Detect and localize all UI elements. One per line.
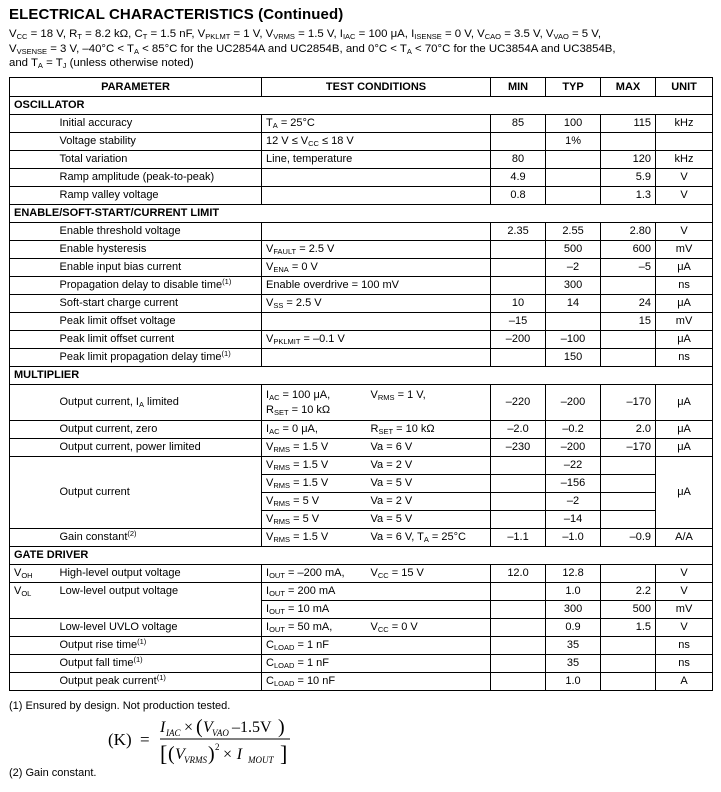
footnote-1: (1) Ensured by design. Not production tested. <box>9 700 231 712</box>
table-row: Propagation delay to disable time$^{(1)}$ Enable overdrive = 100 mV 300 ns <box>10 277 713 295</box>
table-row: Peak limit offset voltage –15 15 mV <box>10 313 713 331</box>
formula-imout-sub: MOUT <box>248 755 274 765</box>
formula-bracket-open: [ <box>160 741 168 766</box>
conditions-line-1: $V_{CC} = 18$ V, $R_T = 8.2$ kΩ, $C_T = 1.5$ nF, $V_{PKLMT} = 1$ V, $V_{VRMS} = 1.5$ V, $I_{IAC} = 100$ μA, $I_{ISENSE} = 0$ V, $V_{CAO} = 3.5$ V, $V_{VAO} = 5$ V, <box>9 28 601 41</box>
section-title: MULTIPLIER <box>10 367 713 385</box>
section-row-multiplier <box>10 367 713 385</box>
table-row: Soft-start charge current $V_{SS} = 2.5$ V 10 14 24 μA <box>10 295 713 313</box>
table-row: Output rise time$^{(1)}$ $C_{LOAD} = 1$ nF 35 ns <box>10 637 713 655</box>
formula-paren-open-2: ( <box>168 743 175 765</box>
table-header-row <box>10 78 713 97</box>
formula-k: (K) <box>108 730 132 749</box>
formula-iiac: I <box>160 719 166 736</box>
table-row: Total variation Line, temperature 80 120 kHz <box>10 151 713 169</box>
table-row: Enable threshold voltage 2.35 2.55 2.80 V <box>10 223 713 241</box>
section-row-oscillator <box>10 97 713 115</box>
electrical-characteristics-table <box>9 77 713 691</box>
table-row: Peak limit propagation delay time$^{(1)}$ 150 ns <box>10 349 713 367</box>
table-row: $V_{RMS} = 5$ V Va = 5 V –14 <box>10 511 713 529</box>
formula-equals: = <box>140 730 150 749</box>
table-row: Output peak current$^{(1)}$ $C_{LOAD} = 10$ nF 1.0 A <box>10 673 713 691</box>
header-parameter: PARAMETER <box>10 78 262 97</box>
formula-times-imout: × I <box>222 746 243 763</box>
table-row: Enable input bias current $V_{ENA} = 0$ V –2 –5 μA <box>10 259 713 277</box>
page-title: ELECTRICAL CHARACTERISTICS (Continued) <box>9 6 344 23</box>
conditions-line-2: $V_{VSENSE} = 3$ V, $-40^\circ C < T_A < 85^\circ C$ for the UC2854A and UC2854B, and $0^\circ C < T_A < 70^\circ C$ for the UC3854A and UC3854B, <box>9 42 616 56</box>
section-title: GATE DRIVER <box>10 547 713 565</box>
table-row: Output current, power limited $V_{RMS} = 1.5$ V Va = 6 V –230 –200 –170 μA <box>10 439 713 457</box>
section-title: OSCILLATOR <box>10 97 713 115</box>
table-row: $V_{OL}$ Low-level output voltage $I_{OUT} = 200$ mA 1.0 2.2 V <box>10 583 713 601</box>
table-row: $I_{OUT} = 10$ mA 300 500 mV <box>10 601 713 619</box>
conditions-line-3: and $T_A = T_J$ (unless otherwise noted) <box>9 57 194 71</box>
table-row: $V_{RMS} = 5$ V Va = 2 V –2 <box>10 493 713 511</box>
table-row: Ramp valley voltage 0.8 1.3 V <box>10 187 713 205</box>
table-row: Low-level UVLO voltage $I_{OUT} = 50$ mA, $V_{CC} = 0$ V 0.9 1.5 V <box>10 619 713 637</box>
formula-iiac-sub: IAC <box>166 728 181 738</box>
header-typ: TYP <box>546 78 601 97</box>
table-row: Gain constant$^{(2)}$ $V_{RMS} = 1.5$ V Va = 6 V, $T_A = 25^\circ C$ –1.1 –1.0 –0.9 A/A <box>10 529 713 547</box>
test-conditions-note <box>9 27 715 71</box>
formula-vvrms-sub: VRMS <box>184 755 207 765</box>
table-row: Output current $V_{RMS} = 1.5$ V Va = 2 V –22 μA <box>10 457 713 475</box>
table-row: Output fall time$^{(1)}$ $C_{LOAD} = 1$ nF 35 ns <box>10 655 713 673</box>
section-title: ENABLE/SOFT-START/CURRENT LIMIT <box>10 205 713 223</box>
section-row-enable <box>10 205 713 223</box>
footnote-2: (2) Gain constant. <box>9 767 97 779</box>
table-row: Output current, zero $I_{AC} = 0$ μA, $R_{SET} = 10$ kΩ –2.0 –0.2 2.0 μA <box>10 421 713 439</box>
formula-paren-close-1: ) <box>278 716 285 738</box>
formula-square: 2 <box>215 742 220 752</box>
table-row: Ramp amplitude (peak-to-peak) 4.9 5.9 V <box>10 169 713 187</box>
table-row: $V_{OH}$ High-level output voltage $I_{OUT} = -200$ mA, $V_{CC} = 15$ V 12.0 12.8 V <box>10 565 713 583</box>
table-row: $V_{RMS} = 1.5$ V Va = 5 V –156 <box>10 475 713 493</box>
header-min: MIN <box>491 78 546 97</box>
formula-vvao-sub: VAO <box>212 728 229 738</box>
table-row: Enable hysteresis $V_{FAULT} = 2.5$ V 500 600 mV <box>10 241 713 259</box>
header-max: MAX <box>601 78 656 97</box>
header-test-conditions: TEST CONDITIONS <box>262 78 491 97</box>
formula-paren-open-1: ( <box>196 716 203 738</box>
table-row: Peak limit offset current $V_{PKLMIT} = -0.1$ V –200 –100 μA <box>10 331 713 349</box>
table-row: Output current, $I_A$ limited $I_{AC} = 100$ μA, $R_{SET} = 10$ kΩ $V_{RMS} = 1$ V, –220 –200 –170 μA <box>10 385 713 421</box>
formula-bracket-close: ] <box>280 741 288 766</box>
gain-constant-formula <box>108 715 318 767</box>
section-row-gate-driver <box>10 547 713 565</box>
formula-paren-close-2: ) <box>208 743 215 765</box>
formula-vvrms: V <box>175 746 185 763</box>
formula-minus-1-5v: –1.5V <box>232 719 272 736</box>
table-row: Initial accuracy $T_A = 25^\circ C$ 85 100 115 kHz <box>10 115 713 133</box>
table-row: Voltage stability 12 $V \le V_{CC} \le 18$ V 1% <box>10 133 713 151</box>
header-unit: UNIT <box>656 78 713 97</box>
formula-times-1: × <box>184 719 194 736</box>
formula-vvao: V <box>203 719 213 736</box>
